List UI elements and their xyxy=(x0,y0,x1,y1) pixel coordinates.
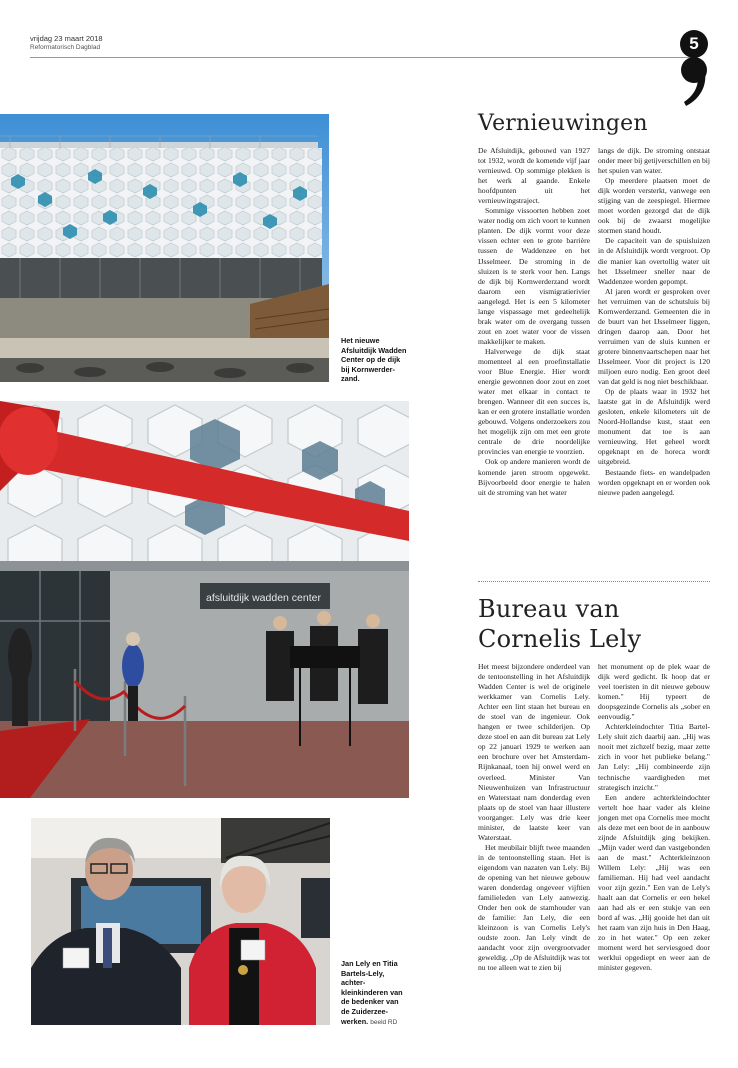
photo1-caption: Het nieuwe Afsluitdijk Wadden Center op de dijk bij Kornwerder-zand. xyxy=(341,336,407,384)
article2-headline-line2: Cornelis Lely xyxy=(478,625,642,653)
comma-logo-icon xyxy=(678,56,710,108)
paragraph: Halverwege de dijk staat momenteel al een proefinstallatie voor Blue Energie. Hier wordt energie gewonnen door zout en zoet water met elkaar in contact te brengen. Wanneer dit een succes is, kan er een grotere installatie worden gebouwd. Volgens onderzoekers zou het mogelijk zijn om met een grote centrale de drie noordelijke provincies van energie te voorzien. xyxy=(478,346,590,457)
paragraph: Op de plaats waar in 1932 het laatste gat in de Afsluitdijk werd gesloten, enkele kilometers uit de Noord-Hollandse kust, staat een monument dat toe is aan vernieuwing. Het geheel wordt opgeknapt en de horeca wordt uitgebreid. xyxy=(598,387,710,467)
issue-date: vrijdag 23 maart 2018 xyxy=(30,34,103,43)
paragraph: het monument op de plek waar de dijk werd gedicht. Ik hoop dat er veel toeristen in dit nieuwe gebouw komen." Hij typeert de doopsgezinde Cornelis als „sober en eenvoudig." xyxy=(598,662,710,722)
page-number: 5 xyxy=(680,30,708,58)
paragraph: Ook op andere manieren wordt de komende jaren stroom opgewekt. Bijvoorbeeld door energie te halen uit de stroming van het water xyxy=(478,457,590,497)
paragraph: Op meerdere plaatsen moet de dijk worden versterkt, vanwege een stijging van de zeespiegel. Hiermee moet worden gezorgd dat de dijk ook bij de zwaarst mogelijke stormen stand houdt. xyxy=(598,176,710,236)
paragraph: Achterkleindochter Titia Bartel-Lely sluit zich daarbij aan. „Hij was nooit met zichzelf bezig, maar zette zich in voor het publieke belang." Jan Lely: „Hij combineerde zijn technische vaardigheden met strategisch inzicht." xyxy=(598,722,710,792)
paragraph: Bestaande fiets- en wandelpaden worden opgeknapt en er worden ook nieuwe paden aangelegd. xyxy=(598,467,710,497)
article1-headline: Vernieuwingen xyxy=(478,111,648,136)
paragraph: Een andere achterkleindochter vertelt hoe haar vader als kleine jongen met opa Cornelis mee mocht als deze met een boot de in aanbouw zijnde Afsluitdijk ging bekijken. „Mijn vader werd dan vastgebonden aan de mast." Achterkleinzoon Willem Lely: „Hij was een familieman. Hij had veel aandacht voor zijn gezin." Een van de Lely's haalt aan dat Cornelis er een hekel aan had als er een stukje van een bord af was. „Hij gooide het dan uit het raam van zijn huis in Den Haag, zo in het water." Op een zeker moment werd het serviesgoed door werklui opgediept en weer aan de minister gegeven. xyxy=(598,792,710,973)
opening-ceremony-photo xyxy=(0,401,409,798)
article2-column-2 xyxy=(598,662,710,973)
paragraph: langs de dijk. De stroming ontstaat onder meer bij getijverschillen en bij het spuien van water. xyxy=(598,146,710,176)
lely-descendants-photo xyxy=(31,818,330,1025)
paragraph: Al jaren wordt er gesproken over het verruimen van de schutsluis bij Kornwerderzand. Gemeenten die in de buurt van het IJsselmeer liggen, dringen daarop aan. Door het verruimen van de sluis kunnen er grotere binnenvaartschepen naar het IJsselmeer. Voor dit project is 120 miljoen euro nodig. Een groot deel van dat geld is nog niet beschikbaar. xyxy=(598,286,710,387)
paragraph: Het meubilair blijft twee maanden in de tentoonstelling staan. Het is eigendom van nazaten van Lely. Bij de opening van het nieuwe gebouw waren donderdag ongeveer vijftien familieleden van Lely aanwezig. Onder hen ook de stamhouder van de familie: Jan Lely, die een kleinzoon is van Cornelis Lely's oudste zoon. Jan Lely vindt de aandacht voor zijn overgrootvader geweldig. „Op de Afsluitdijk was tot nu toe alleen wat te zien bij xyxy=(478,842,590,973)
paragraph: De Afsluitdijk, gebouwd van 1927 tot 1932, wordt de komende vijf jaar vernieuwd. Op sommige plekken is het werk al gaande. Enkele hoofdpunten uit het vernieuwingstraject. xyxy=(478,146,590,206)
newspaper-name: Reformatorisch Dagblad xyxy=(30,44,101,51)
article1-column-2 xyxy=(598,146,710,498)
article2-headline xyxy=(478,594,641,654)
article-separator xyxy=(478,581,710,582)
photo3-caption xyxy=(341,959,409,1027)
paragraph: Het meest bijzondere onderdeel van de tentoonstelling in het Afsluitdijk Wadden Center is wel de originele werkkamer van Cornelis Lely. Achter een lint staan het bureau en de stoel van de ingenieur. Ook hangen er twee schilderijen. Op deze stoel en aan dit bureau zat Lely op 22 januari 1929 te werken aan een brochure over het Amsterdam-Rijnkanaal, toen hij onwel werd en overleed. Minister Van Nieuwenhuizen van Infrastructuur en Waterstaat nam donderdag even plaats op de stoel van haar illustere voorganger. Lely was drie keer minister, de laatste keer van Waterstaat. xyxy=(478,662,590,842)
article1-column-1 xyxy=(478,146,590,498)
photo3-caption-text: Jan Lely en Titia Bartels-Lely, achter-kleinkinderen van de bedenker van de Zuiderzee-werken. xyxy=(341,959,403,1026)
center-sign: afsluitdijk wadden center xyxy=(206,592,321,604)
paragraph: Sommige vissoorten hebben zoet water nodig om zich voort te kunnen planten. De dijk vormt voor deze vissen echter een te grote barrière tussen de Waddenzee en het IJsselmeer. De stroming in de sluizen is te sterk voor hen. Langs de dijk bij Kornwerderzand wordt daarom een vismigratierivier aangelegd. Het is een 5 kilometer lange vispassage met gedeeltelijk brak water om de overgang tussen zout en zoet water voor de vissen makkelijker te maken. xyxy=(478,206,590,346)
photo-credit: beeld RD xyxy=(370,1018,398,1026)
header-rule xyxy=(30,57,690,58)
article2-headline-line1: Bureau van xyxy=(478,595,620,623)
article2-column-1 xyxy=(478,662,590,973)
wadden-center-building-photo xyxy=(0,114,329,382)
paragraph: De capaciteit van de spuisluizen in de Afsluitdijk wordt vergroot. Op die manier kan overtollig water uit het IJsselmeer sneller naar de Waddenzee worden gepompt. xyxy=(598,236,710,286)
